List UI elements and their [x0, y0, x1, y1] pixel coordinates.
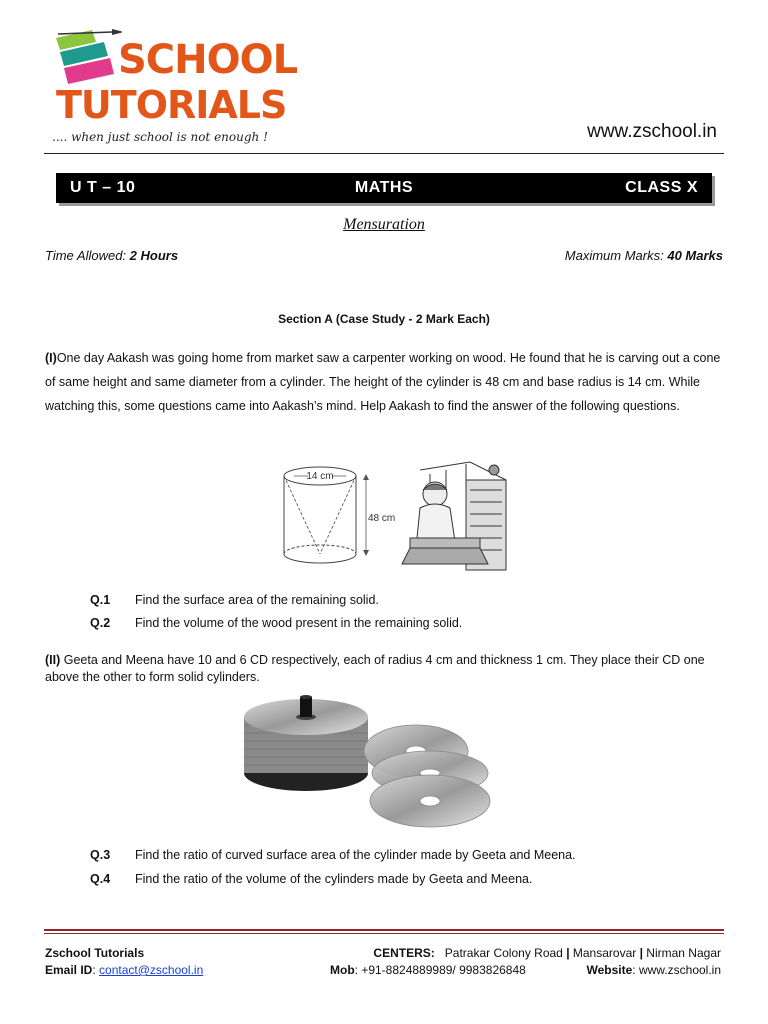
footer-center-2: Mansarovar	[572, 946, 637, 960]
footer-email-link[interactable]: contact@zschool.in	[99, 963, 204, 977]
case-study-1-body: One day Aakash was going home from market saw a carpenter working on wood. He found that he is carving out a cone of same height and same diameter from a cylinder. The height of the cylinder is 48 cm and base radius is 14 cm. While watching this, some questions came into Aakash’s mind. Help Aakash to find the answer of the following questions.	[45, 351, 721, 413]
case-study-2-body: Geeta and Meena have 10 and 6 CD respectively, each of radius 4 cm and thickness 1 cm. They place their CD one above the other to form solid cylinders.	[45, 653, 705, 684]
footer-center-1: Patrakar Colony Road	[444, 946, 563, 960]
case-study-1-text	[45, 346, 725, 418]
footer-divider-thin	[44, 933, 724, 934]
subject-label: MATHS	[354, 179, 414, 196]
time-allowed-value: 2 Hours	[129, 248, 179, 263]
case-study-1-label: (I)	[45, 351, 57, 365]
question-2-number: Q.2	[90, 616, 111, 630]
time-allowed-label: Time Allowed:	[45, 248, 127, 263]
carpenter-illustration	[402, 462, 506, 570]
cd-spindle-stack	[244, 695, 368, 791]
cd-stack-figure	[240, 693, 500, 834]
question-1-text: Find the surface area of the remaining solid.	[135, 593, 379, 607]
loose-cds	[364, 725, 490, 827]
footer-website-value[interactable]: www.zschool.in	[638, 963, 721, 977]
logo	[52, 28, 298, 148]
header-divider	[44, 153, 724, 154]
diameter-label: 14 cm	[306, 471, 334, 482]
question-1	[90, 593, 379, 607]
footer-center-3: Nirman Nagar	[646, 946, 721, 960]
footer-email-label: Email ID	[45, 963, 93, 977]
logo-school-text: SCHOOL	[118, 37, 298, 83]
case-study-2-label: (II)	[45, 653, 61, 667]
maximum-marks-value: 40 Marks	[667, 248, 723, 263]
z-logo-icon	[52, 28, 122, 88]
footer-mobile: Mob: +91-8824889989/ 9983826848	[330, 963, 526, 977]
class-label: CLASS X	[625, 179, 698, 196]
time-allowed	[45, 248, 178, 263]
question-1-number: Q.1	[90, 593, 111, 607]
question-3-number: Q.3	[90, 848, 111, 862]
unit-test-label: U T – 10	[70, 179, 136, 196]
footer-mob-label: Mob	[330, 963, 355, 977]
question-4-text: Find the ratio of the volume of the cylinders made by Geeta and Meena.	[135, 872, 533, 886]
cylinder-carpenter-figure	[270, 460, 510, 577]
question-3-text: Find the ratio of curved surface area of the cylinder made by Geeta and Meena.	[135, 848, 576, 862]
question-2	[90, 616, 462, 630]
footer-centers-label: CENTERS:	[373, 946, 435, 960]
question-2-text: Find the volume of the wood present in the remaining solid.	[135, 616, 463, 630]
footer-website-label: Website	[586, 963, 633, 977]
question-4-number: Q.4	[90, 872, 111, 886]
footer-centers	[373, 946, 721, 960]
footer-mob-value: +91-8824889989/ 9983826848	[361, 963, 526, 977]
height-label: 48 cm	[368, 513, 396, 524]
case-study-2-text	[45, 652, 725, 686]
footer-separator-2: |	[639, 946, 643, 960]
footer-org	[45, 946, 144, 960]
chapter-title: Mensuration	[343, 216, 425, 233]
maximum-marks	[565, 248, 723, 263]
footer-website: Website: www.zschool.in	[586, 963, 721, 977]
title-bar	[56, 173, 712, 203]
footer-separator-1: |	[566, 946, 570, 960]
logo-tutorials-text: TUTORIALS	[56, 83, 287, 127]
logo-tagline: .... when just school is not enough !	[52, 130, 268, 144]
question-4	[90, 872, 532, 886]
question-3	[90, 848, 576, 862]
maximum-marks-label: Maximum Marks:	[564, 248, 664, 263]
footer-org-name: Zschool Tutorials	[45, 946, 145, 960]
footer-email: Email ID: contact@zschool.in	[45, 963, 204, 977]
footer-divider-thick	[44, 929, 724, 931]
header-website[interactable]: www.zschool.in	[587, 121, 717, 142]
section-title: Section A (Case Study - 2 Mark Each)	[278, 312, 490, 326]
